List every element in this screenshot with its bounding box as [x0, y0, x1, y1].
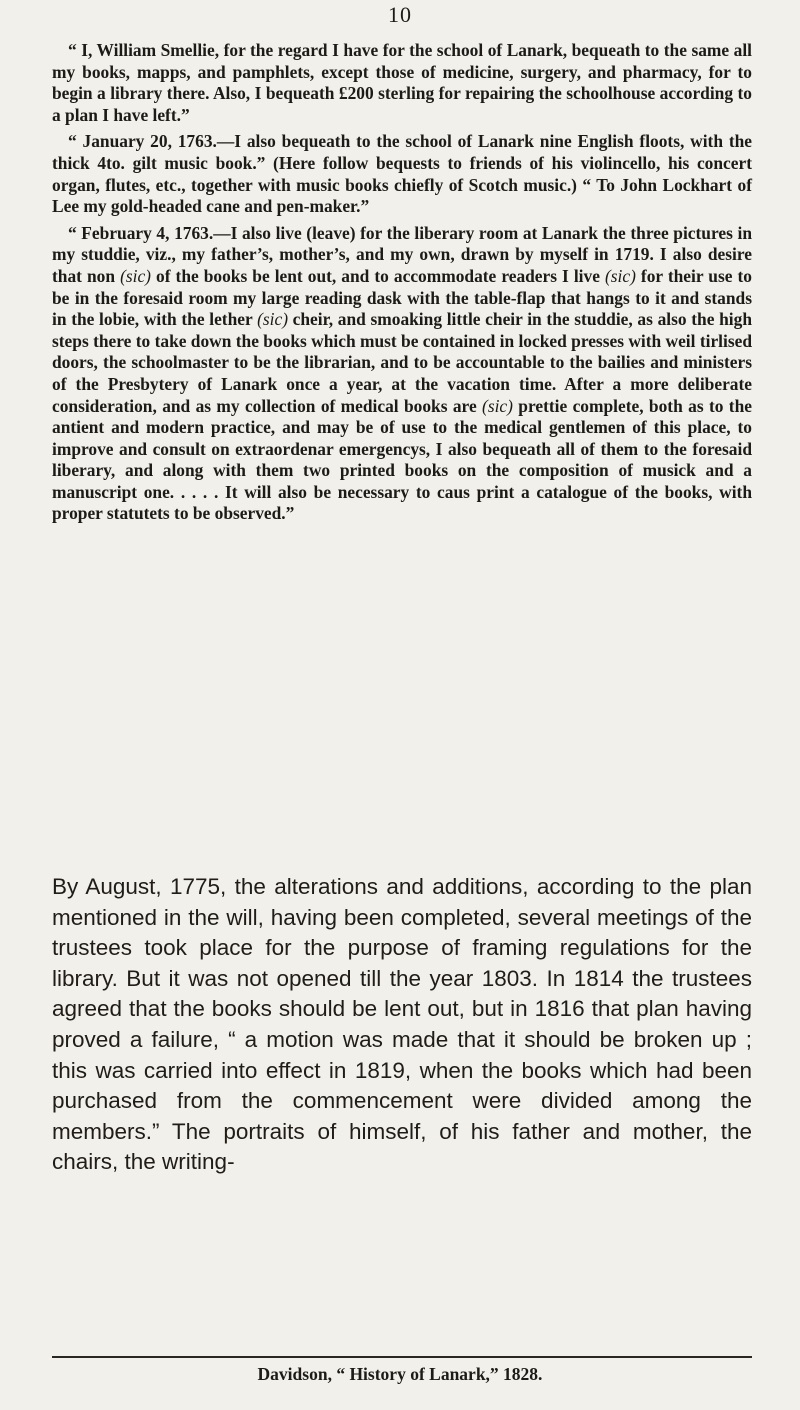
quote-text: prettie complete, both as to the antient and modern practice, and may be of use to the medical gentlemen of this place, to improve and consult on extraordenar emergencys, I also bequeath all of them to the foresaid liberary, and along with them two printed books on the composition of musick and a manuscript one. . . . . It will also be necessary to caus print a catalogue of the books, with proper statutets to be observed.”: [52, 395, 752, 524]
sic-note: (sic): [120, 265, 151, 286]
sic-note: (sic): [257, 309, 288, 330]
quote-paragraph-1: “ I, William Smellie, for the regard I have for the school of Lanark, bequeath to the same all my books, mapps, and pamphlets, except those of medicine, surgery, and pharmacy, for to begin a library there. Also, I bequeath £200 sterling for repairing the schoolhouse according to a plan I have left.”: [52, 40, 752, 125]
sic-note: (sic): [604, 265, 636, 286]
will-quotation: [52, 40, 752, 530]
page-number: 10: [388, 2, 412, 27]
footnote: Davidson, “ History of Lanark,” 1828.: [257, 1364, 543, 1384]
quote-text: for their use to be in the foresaid room my large reading dask with the table-flap that hangs to it and stands in the lobie, with the lether: [52, 265, 752, 330]
sic-note: (sic): [482, 395, 513, 416]
footnote-divider: [52, 1356, 752, 1358]
quote-text: of the books be lent out, and to accommodate readers I live: [150, 265, 605, 286]
quote-text: cheir, and smoaking little cheir in the studdie, as also the high steps there to take down the books which must be contained in locked presses with weil tirlised doors, the schoolmaster to be the librarian, and to be accountable to the bailies and ministers of the Presbytery of Lanark once a year, at the vacation time. After a more deliberate consideration, and as my collection of medical books are: [52, 309, 752, 416]
body-paragraph: By August, 1775, the alterations and additions, according to the plan mentioned in the will, having been completed, several meetings of the trustees took place for the purpose of framing regulations for the library. But it was not opened till the year 1803. In 1814 the trustees agreed that the books should be lent out, but in 1816 that plan having proved a failure, “ a motion was made that it should be broken up ; this was carried into effect in 1819, when the books which had been purchased from the commencement were divided among the members.” The portraits of himself, of his father and mother, the chairs, the writing-: [52, 874, 752, 1175]
quote-paragraph-2: “ January 20, 1763.—I also bequeath to the school of Lanark nine English floots, with the thick 4to. gilt music book.” (Here follow bequests to friends of his violincello, his concert organ, flutes, etc., together with music books chiefly of Scotch music.) “ To John Lockhart of Lee my gold-headed cane and pen-maker.”: [52, 131, 752, 217]
quote-text: “ February 4, 1763.—I also live (leave) for the liberary room at Lanark the three pictures in my studdie, viz., my father’s, mother’s, and my own, drawn by myself in 1719. I also desire that non: [52, 222, 752, 286]
main-text: [52, 872, 752, 1178]
quote-paragraph-3: [52, 223, 752, 525]
